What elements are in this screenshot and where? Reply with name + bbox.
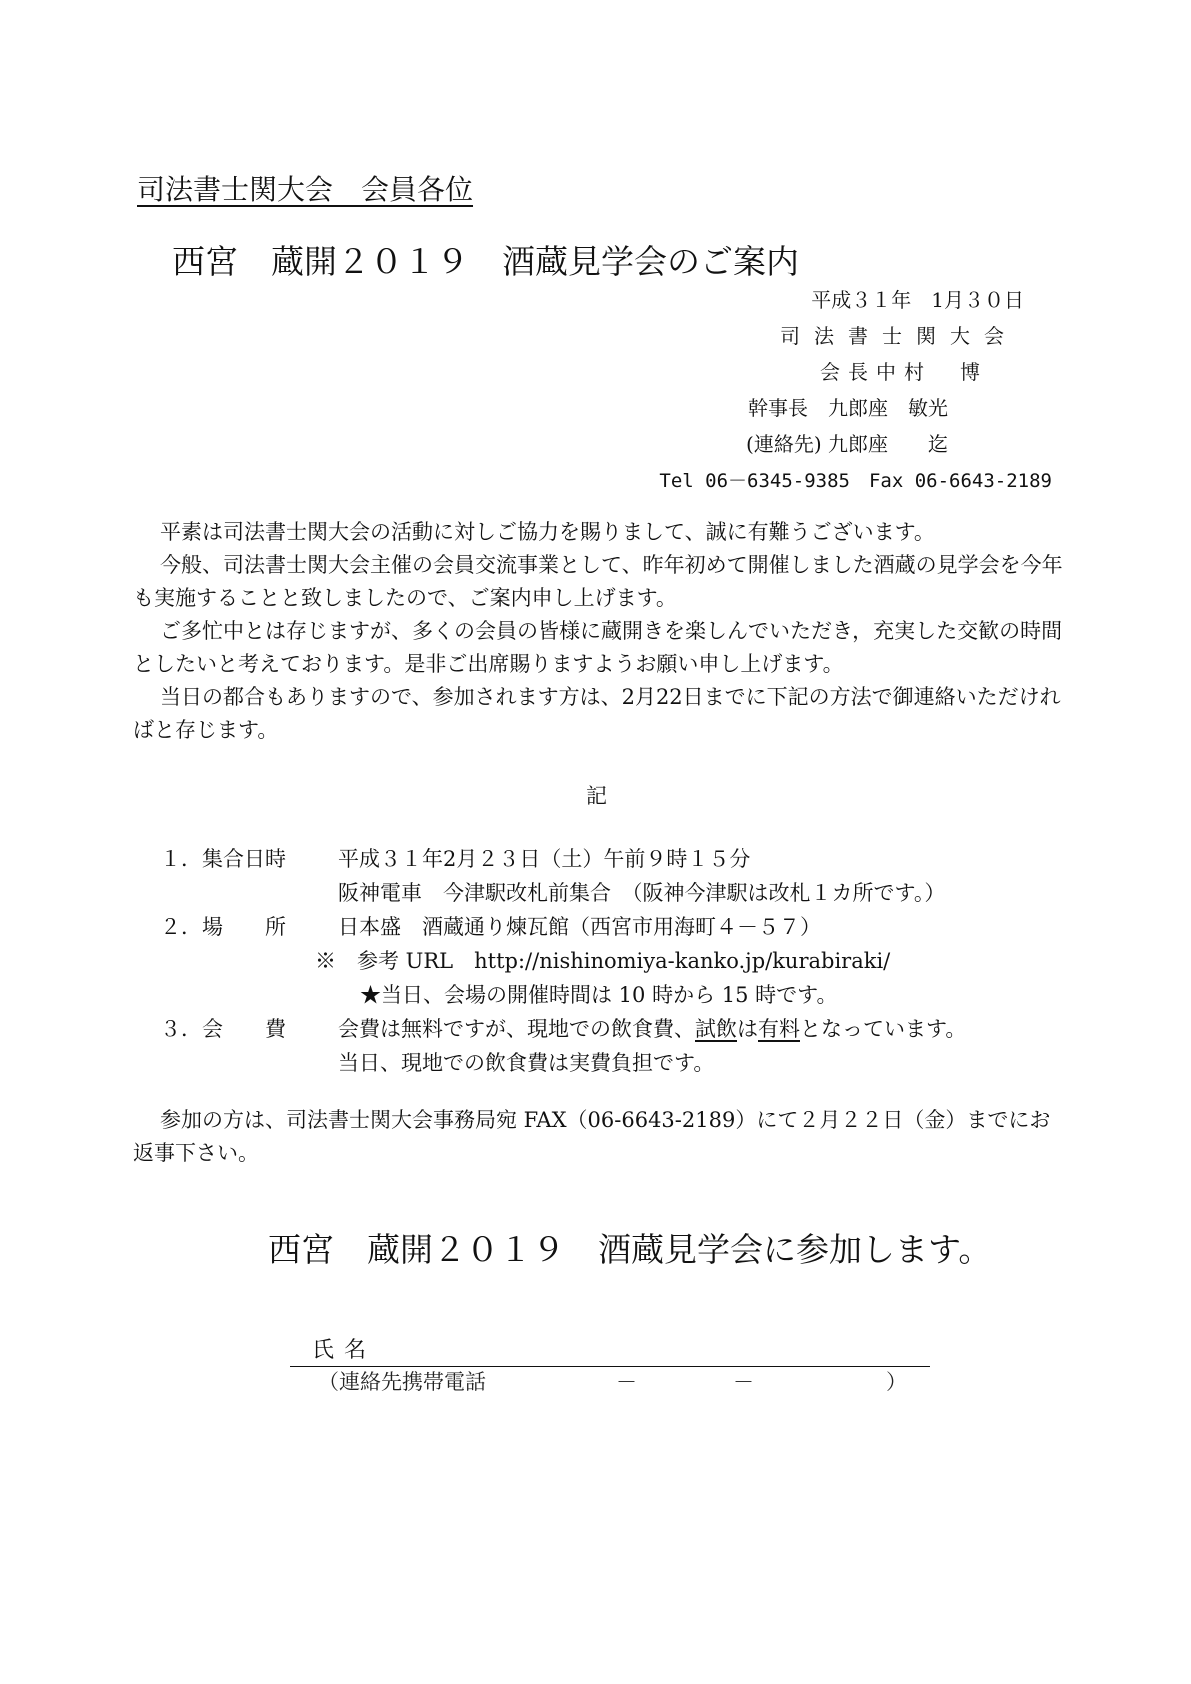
body-paragraph: 当日の都合もありますので、参加されます方は、2月22日までに下記の方法で御連絡いただければと存じます。 bbox=[133, 685, 1061, 742]
body-paragraph: ご多忙中とは存じますが、多くの会員の皆様に蔵開きを楽しんでいただき，充実した交歓の時間としたいと考えております。是非ご出席賜りますようお願い申し上げます。 bbox=[133, 619, 1063, 676]
phone-label: （連絡先携帯電話 bbox=[318, 1370, 486, 1394]
item-2-label: ２．場 所 bbox=[160, 915, 286, 939]
sender-secretary: 幹事長 九郎座 敏光 bbox=[748, 396, 948, 420]
item-2-venue: 日本盛 酒蔵通り煉瓦館（西宮市用海町４－５７） bbox=[338, 915, 821, 939]
fee-text: は bbox=[737, 1017, 758, 1041]
sender-contact: (連絡先) 九郎座 迄 bbox=[746, 432, 948, 456]
item-3-fee-note: 当日、現地での飲食費は実費負担です。 bbox=[338, 1051, 715, 1075]
page-title: 西宮 蔵開２０１９ 酒蔵見学会のご案内 bbox=[172, 242, 799, 281]
issue-date: 平成３１年 1月３０日 bbox=[811, 288, 1024, 312]
item-3-fee bbox=[338, 1013, 966, 1043]
phone-close-paren: ） bbox=[886, 1370, 907, 1394]
item-1-datetime: 平成３１年2月２３日（土）午前９時１５分 bbox=[338, 847, 751, 871]
fee-tasting-underlined: 試飲 bbox=[695, 1017, 737, 1041]
sender-organization: 司法書士関大会 bbox=[780, 324, 1018, 348]
phone-dash: － bbox=[733, 1370, 754, 1394]
addressee: 司法書士関大会 会員各位 bbox=[137, 173, 474, 206]
reply-text: 参加の方は、司法書士関大会事務局宛 FAX（06-6643-2189）にて２月２２日（金）までにお返事下さい。 bbox=[133, 1108, 1051, 1165]
item-2-hours-note: ★当日、会場の開催時間は 10 時から 15 時です。 bbox=[360, 983, 838, 1007]
sender-tel-fax: Tel 06－6345-9385 Fax 06-6643-2189 bbox=[659, 470, 1052, 492]
phone-dash: － bbox=[616, 1370, 637, 1394]
item-1-meeting-point: 阪神電車 今津駅改札前集合 （阪神今津駅は改札１カ所です。） bbox=[338, 881, 946, 905]
body-paragraph: 平素は司法書士関大会の活動に対しご協力を賜りまして、誠に有難うございます。 bbox=[160, 520, 935, 544]
ki-heading: 記 bbox=[586, 784, 607, 808]
fee-paid-underlined: 有料 bbox=[758, 1017, 800, 1041]
reply-instructions bbox=[133, 1104, 1063, 1170]
body-paragraph: 今般、司法書士関大会主催の会員交流事業として、昨年初めて開催しました酒蔵の見学会を今年も実施することと致しましたので、ご案内申し上げます。 bbox=[133, 553, 1063, 610]
fee-text: 会費は無料ですが、現地での飲食費、 bbox=[338, 1017, 695, 1041]
item-1-label: １．集合日時 bbox=[160, 847, 286, 871]
fee-text: となっています。 bbox=[800, 1017, 967, 1041]
attendance-heading: 西宮 蔵開２０１９ 酒蔵見学会に参加します。 bbox=[268, 1230, 992, 1269]
name-field[interactable] bbox=[290, 1333, 930, 1367]
item-3-label: ３．会 費 bbox=[160, 1017, 286, 1041]
name-label: 氏名 bbox=[312, 1338, 377, 1363]
sender-president: 会長中村 博 bbox=[820, 360, 988, 384]
item-2-url: ※ 参考 URL http://nishinomiya-kanko.jp/kurabiraki/ bbox=[315, 949, 891, 973]
body-text bbox=[133, 516, 1063, 747]
